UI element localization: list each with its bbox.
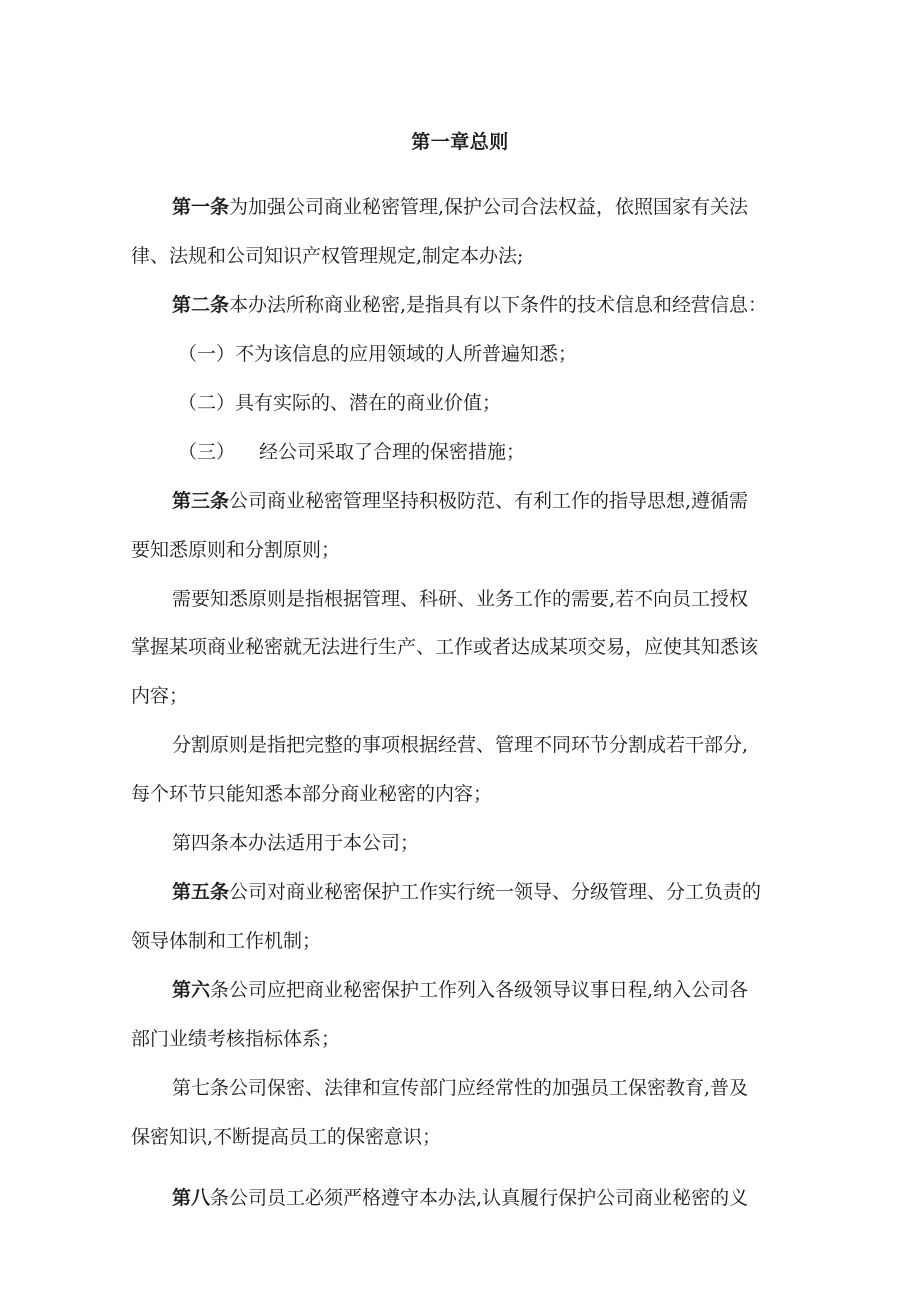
article-5-label: 第五条 <box>172 881 230 903</box>
split-principle-line-2: 每个环节只能知悉本部分商业秘密的内容； <box>131 783 493 805</box>
article-7-line-2: 保密知识,不断提高员工的保密意识； <box>131 1126 442 1148</box>
article-2-text-1: 本办法所称商业秘密,是指具有以下条件的技术信息和经营信息： <box>229 294 768 316</box>
article-6-line-2: 部门业绩考核指标体系； <box>131 1028 341 1050</box>
article-8-label-bold: 第八 <box>172 1187 211 1209</box>
article-3-text-1: 公司商业秘密管理坚持积极防范、有利工作的指导思想,遵循需 <box>229 490 749 512</box>
article-6-line-1 <box>172 978 748 1002</box>
article-7-line-1: 第七条公司保密、法律和宣传部门应经常性的加强员工保密教育,普及 <box>172 1077 749 1099</box>
article-2-line-1 <box>172 293 767 317</box>
article-3-label: 第三条 <box>172 490 230 512</box>
article-8-label-rest: 条 <box>210 1187 230 1209</box>
need-principle-line-3: 内容； <box>131 685 189 707</box>
article-1-text-1: 为加强公司商业秘密管理,保护公司合法权益，依照国家有关法 <box>229 196 749 218</box>
article-2-item-3 <box>178 440 525 464</box>
article-5-line-1 <box>172 880 761 904</box>
article-5-text-1: 公司对商业秘密保护工作实行统一领导、分级管理、分工负责的 <box>229 881 762 903</box>
article-2-item-1: （一）不为该信息的应用领域的人所普遍知悉； <box>178 343 578 365</box>
article-8-line-1 <box>172 1186 748 1210</box>
article-6-label-rest: 条 <box>210 979 230 1001</box>
chapter-title: 第一章总则 <box>411 131 509 153</box>
article-5-line-2: 领导体制和工作机制； <box>131 930 322 952</box>
article-3-line-1 <box>172 489 748 513</box>
article-2-item-3-text: 经公司采取了合理的保密措施； <box>259 441 526 463</box>
split-principle-line-1: 分割原则是指把完整的事项根据经营、管理不同环节分割成若干部分, <box>172 734 749 756</box>
article-6-label-bold: 第六 <box>172 979 211 1001</box>
article-1-line-1 <box>172 195 748 219</box>
article-6-text-1: 公司应把商业秘密保护工作列入各级领导议事日程,纳入公司各 <box>229 979 749 1001</box>
article-1-line-2: 律、法规和公司知识产权管理规定,制定本办法; <box>131 245 524 267</box>
article-2-item-3-marker: （三） <box>178 441 236 463</box>
article-8-text-1: 公司员工必须严格遵守本办法,认真履行保护公司商业秘密的义 <box>229 1187 749 1209</box>
article-2-item-2: （二）具有实际的、潜在的商业价值； <box>178 392 502 414</box>
need-principle-line-2: 掌握某项商业秘密就无法进行生产、工作或者达成某项交易，应使其知悉该 <box>131 636 759 658</box>
article-4-line-1: 第四条本办法适用于本公司； <box>172 832 420 854</box>
need-principle-line-1: 需要知悉原则是指根据管理、科研、业务工作的需要,若不向员工授权 <box>172 588 749 610</box>
article-1-label: 第一条 <box>172 196 230 218</box>
article-2-label: 第二条 <box>172 294 230 316</box>
article-3-line-2: 要知悉原则和分割原则； <box>131 539 341 561</box>
